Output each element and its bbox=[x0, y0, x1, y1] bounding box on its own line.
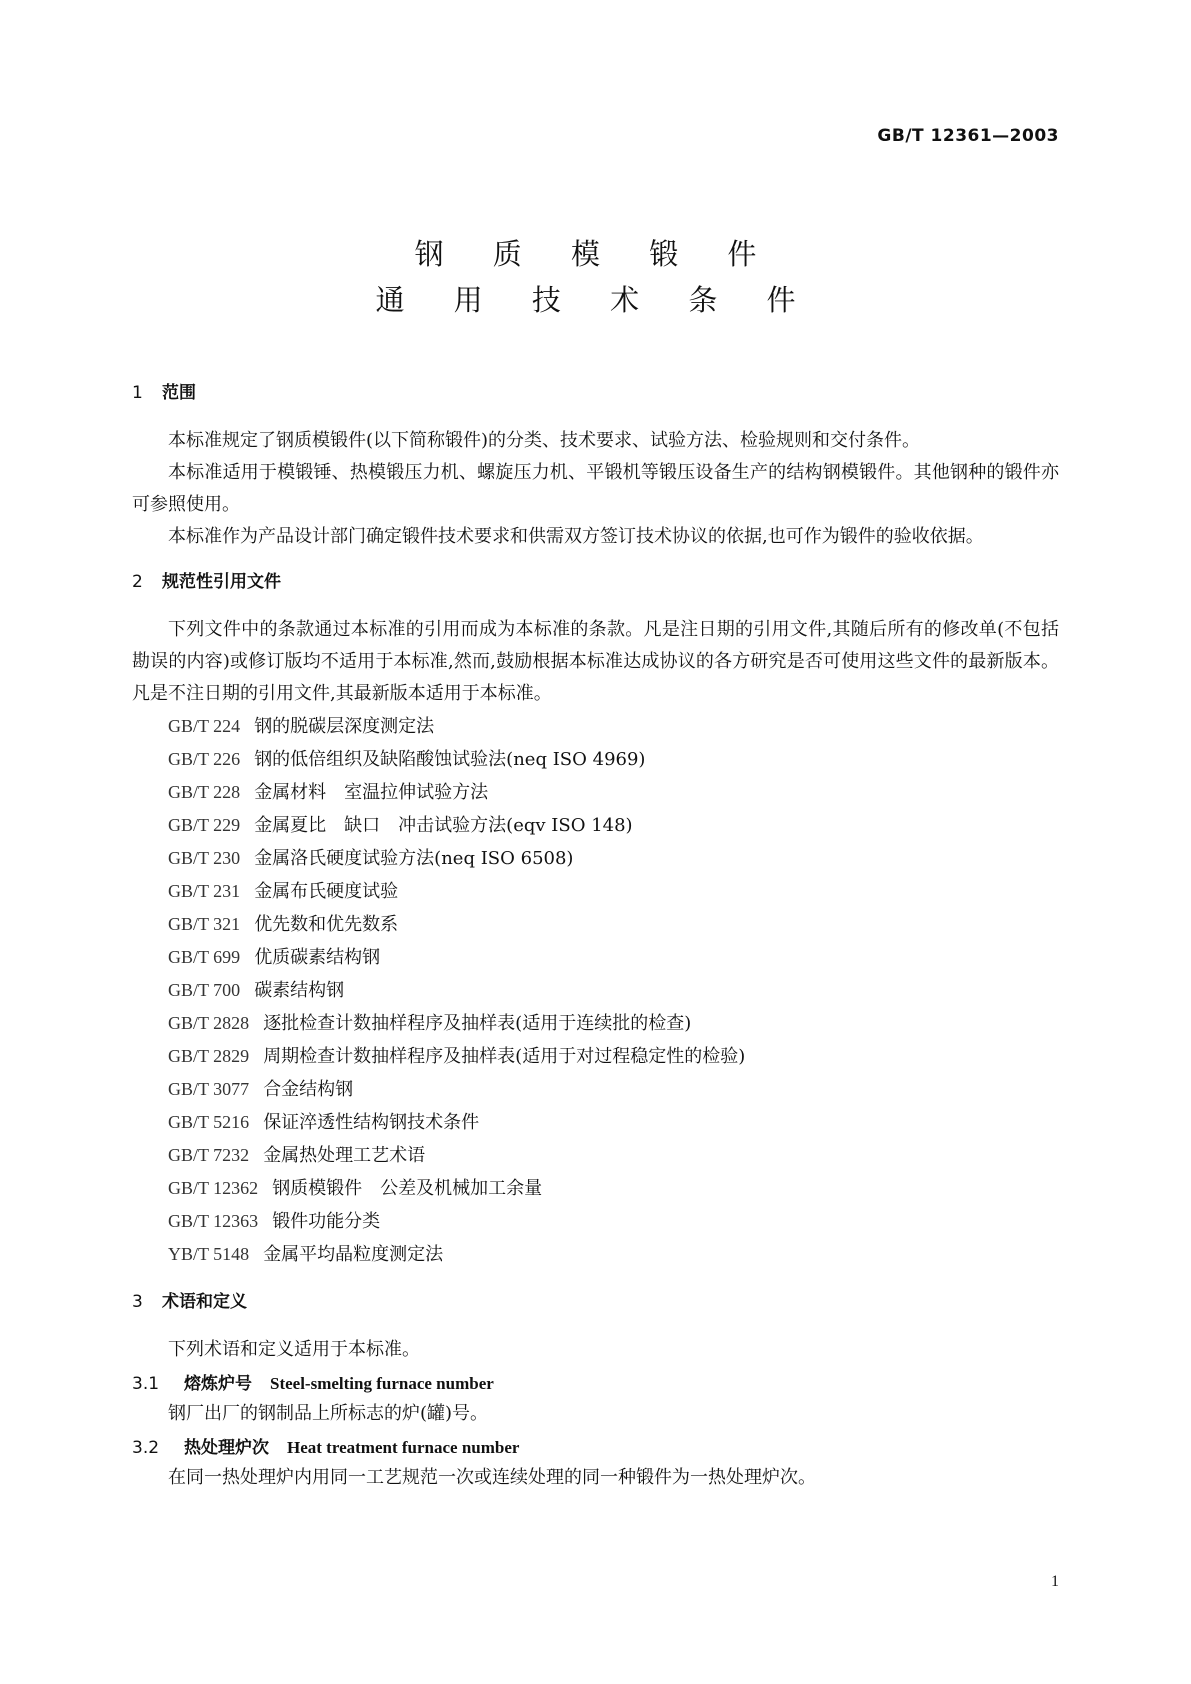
reference-title: 金属平均晶粒度测定法 bbox=[263, 1244, 444, 1265]
term-en: Steel-smelting furnace number bbox=[270, 1374, 494, 1393]
paragraph: 本标准规定了钢质模锻件(以下简称锻件)的分类、技术要求、试验方法、检验规则和交付条件。 bbox=[168, 430, 921, 451]
reference-item bbox=[132, 809, 1059, 842]
reference-item bbox=[132, 1205, 1059, 1238]
reference-code: GB/T 7232 bbox=[168, 1145, 250, 1165]
reference-title: 钢的低倍组织及缺陷酸蚀试验法(neq ISO 4969) bbox=[254, 749, 646, 770]
reference-item bbox=[132, 1106, 1059, 1139]
reference-code: GB/T 2829 bbox=[168, 1046, 250, 1066]
reference-item bbox=[132, 776, 1059, 809]
paragraph: 下列文件中的条款通过本标准的引用而成为本标准的条款。凡是注日期的引用文件,其随后所有的修改单(不包括勘误的内容)或修订版均不适用于本标准,然而,鼓励根据本标准达成协议的各方研究是否可使用这些文件的最新版本。凡是不注日期的引用文件,其最新版本适用于本标准。 bbox=[132, 619, 1059, 704]
section-title: 范围 bbox=[162, 383, 196, 403]
paragraph: 下列术语和定义适用于本标准。 bbox=[168, 1339, 420, 1360]
reference-item bbox=[132, 908, 1059, 941]
document-body bbox=[132, 378, 1059, 1494]
document-title-line1: 钢 质 模 锻 件 bbox=[414, 237, 777, 271]
reference-item bbox=[132, 1139, 1059, 1172]
reference-item bbox=[132, 1040, 1059, 1073]
term-en: Heat treatment furnace number bbox=[287, 1438, 520, 1457]
reference-code: GB/T 228 bbox=[168, 782, 241, 802]
term-heading bbox=[132, 1370, 1059, 1398]
reference-item bbox=[132, 842, 1059, 875]
term-zh: 热处理炉次 bbox=[184, 1438, 269, 1458]
reference-item bbox=[132, 941, 1059, 974]
reference-list bbox=[132, 710, 1059, 1271]
reference-code: GB/T 229 bbox=[168, 815, 241, 835]
reference-code: GB/T 699 bbox=[168, 947, 241, 967]
reference-title: 碳素结构钢 bbox=[254, 980, 345, 1001]
term-number: 3.1 bbox=[132, 1374, 160, 1394]
reference-title: 金属洛氏硬度试验方法(neq ISO 6508) bbox=[254, 848, 574, 869]
reference-code: GB/T 231 bbox=[168, 881, 241, 901]
reference-item bbox=[132, 875, 1059, 908]
reference-code: GB/T 230 bbox=[168, 848, 241, 868]
reference-code: GB/T 12363 bbox=[168, 1211, 259, 1231]
paragraph: 本标准适用于模锻锤、热模锻压力机、螺旋压力机、平锻机等锻压设备生产的结构钢模锻件。其他钢种的锻件亦可参照使用。 bbox=[132, 462, 1059, 515]
standard-code: GB/T 12361—2003 bbox=[877, 126, 1059, 146]
reference-code: GB/T 12362 bbox=[168, 1178, 259, 1198]
reference-title: 保证淬透性结构钢技术条件 bbox=[263, 1112, 480, 1133]
paragraph: 本标准作为产品设计部门确定锻件技术要求和供需双方签订技术协议的依据,也可作为锻件的验收依据。 bbox=[168, 526, 984, 547]
reference-code: YB/T 5148 bbox=[168, 1244, 250, 1264]
section-heading-terms bbox=[132, 1287, 1059, 1312]
reference-item bbox=[132, 1007, 1059, 1040]
reference-code: GB/T 321 bbox=[168, 914, 241, 934]
reference-title: 优质碳素结构钢 bbox=[254, 947, 381, 968]
reference-code: GB/T 226 bbox=[168, 749, 241, 769]
reference-title: 优先数和优先数系 bbox=[254, 914, 399, 935]
reference-item bbox=[132, 1238, 1059, 1271]
section-heading-normative-references bbox=[132, 567, 1059, 592]
section-number: 3 bbox=[132, 1292, 143, 1312]
reference-item bbox=[132, 1172, 1059, 1205]
document-title-line2: 通 用 技 术 条 件 bbox=[375, 283, 816, 317]
reference-title: 周期检查计数抽样程序及抽样表(适用于对过程稳定性的检验) bbox=[263, 1046, 746, 1067]
reference-code: GB/T 3077 bbox=[168, 1079, 250, 1099]
section-title: 术语和定义 bbox=[162, 1292, 247, 1312]
reference-title: 金属布氏硬度试验 bbox=[254, 881, 399, 902]
reference-title: 逐批检查计数抽样程序及抽样表(适用于连续批的检查) bbox=[263, 1013, 692, 1034]
section-heading-scope bbox=[132, 378, 1059, 403]
reference-code: GB/T 2828 bbox=[168, 1013, 250, 1033]
term-heading bbox=[132, 1434, 1059, 1462]
section-number: 2 bbox=[132, 572, 143, 592]
term-definition: 钢厂出厂的钢制品上所标志的炉(罐)号。 bbox=[168, 1403, 489, 1424]
reference-item bbox=[132, 1073, 1059, 1106]
term-definition: 在同一热处理炉内用同一工艺规范一次或连续处理的同一种锻件为一热处理炉次。 bbox=[168, 1467, 816, 1488]
reference-code: GB/T 5216 bbox=[168, 1112, 250, 1132]
reference-item bbox=[132, 710, 1059, 743]
page-number: 1 bbox=[1051, 1573, 1059, 1590]
reference-title: 金属热处理工艺术语 bbox=[263, 1145, 426, 1166]
section-title: 规范性引用文件 bbox=[162, 572, 281, 592]
reference-title: 钢质模锻件 公差及机械加工余量 bbox=[272, 1178, 543, 1199]
section-number: 1 bbox=[132, 383, 143, 403]
reference-title: 锻件功能分类 bbox=[272, 1211, 381, 1232]
term-number: 3.2 bbox=[132, 1438, 160, 1458]
term-zh: 熔炼炉号 bbox=[184, 1374, 252, 1394]
reference-title: 金属材料 室温拉伸试验方法 bbox=[254, 782, 489, 803]
reference-title: 合金结构钢 bbox=[263, 1079, 354, 1100]
reference-code: GB/T 700 bbox=[168, 980, 241, 1000]
reference-code: GB/T 224 bbox=[168, 716, 241, 736]
reference-title: 金属夏比 缺口 冲击试验方法(eqv ISO 148) bbox=[254, 815, 633, 836]
reference-title: 钢的脱碳层深度测定法 bbox=[254, 716, 435, 737]
reference-item bbox=[132, 974, 1059, 1007]
reference-item bbox=[132, 743, 1059, 776]
